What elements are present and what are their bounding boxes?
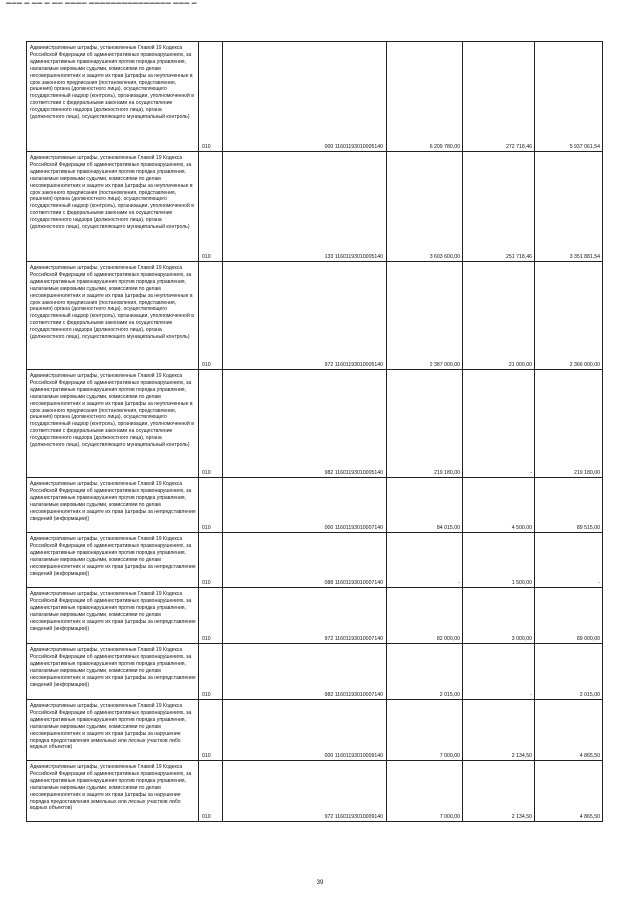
row-line-code: 010 (199, 644, 223, 700)
table-row (27, 152, 603, 262)
row-name: Административные штрафы, установленные Главой 19 Кодекса Российской Федерации об административных правонарушениях, за административные правонарушения против порядка управления, налагаемые мировыми судьями, комиссиями по делам несовершеннолетних и защите их прав (штрафы за непредставление сведений (информации)) (27, 533, 199, 588)
row-line-code: 010 (199, 533, 223, 588)
row-approved-value: 82 000,00 (387, 588, 463, 644)
row-executed-value: 272 718,46 (463, 42, 535, 152)
row-name: Административные штрафы, установленные Главой 19 Кодекса Российской Федерации об административных правонарушениях, за административные правонарушения против порядка управления, налагаемые мировыми судьями, комиссиями по делам несовершеннолетних и защите их прав (штрафы за нарушение порядка предоставления земельных или лесных участков либо водных объектов) (27, 761, 199, 822)
row-approved-value: 7 000,00 (387, 700, 463, 761)
row-remaining-value: - (535, 533, 603, 588)
table-row (27, 478, 603, 533)
row-budget-code: 982 11601193010007140 (223, 644, 387, 700)
row-executed-value: 4 500,00 (463, 478, 535, 533)
row-executed-value: 1 500,00 (463, 533, 535, 588)
row-executed-value: 2 134,50 (463, 700, 535, 761)
row-line-code: 010 (199, 478, 223, 533)
table-row (27, 533, 603, 588)
row-remaining-value: 2 015,00 (535, 644, 603, 700)
row-line-code: 010 (199, 152, 223, 262)
table-row (27, 370, 603, 478)
table-row (27, 588, 603, 644)
row-remaining-value: 89 000,00 (535, 588, 603, 644)
row-name: Административные штрафы, установленные Главой 19 Кодекса Российской Федерации об административных правонарушениях, за административные правонарушения против порядка управления, налагаемые мировыми судьями, комиссиями по делам несовершеннолетних и защите их прав (штрафы за неуплаченные в срок законного предписания (постановления, представления, решения) органа (должностного лица), осуществляющего государственный надзор (контроль), организации, уполномоченной в соответствии с федеральными законами на осуществление государственного надзора (должностного лица), органа (должностного лица), осуществляющего муниципальный контроль) (27, 152, 199, 262)
row-line-code: 010 (199, 700, 223, 761)
row-approved-value: - (387, 533, 463, 588)
revenue-table (26, 41, 603, 822)
row-remaining-value: 4 865,50 (535, 761, 603, 822)
row-approved-value: 3 603 600,00 (387, 152, 463, 262)
row-line-code: 010 (199, 588, 223, 644)
row-remaining-value: 5 937 061,54 (535, 42, 603, 152)
table-row (27, 761, 603, 822)
row-line-code: 010 (199, 761, 223, 822)
row-executed-value: - (463, 370, 535, 478)
row-name: Административные штрафы, установленные Главой 19 Кодекса Российской Федерации об административных правонарушениях, за административные правонарушения против порядка управления, налагаемые мировыми судьями, комиссиями по делам несовершеннолетних и защите их прав (штрафы за непредставление сведений (информации)) (27, 644, 199, 700)
row-approved-value: 2 387 000,00 (387, 262, 463, 370)
row-budget-code: 000 11601193010005140 (223, 42, 387, 152)
row-budget-code: 000 11601193010009140 (223, 700, 387, 761)
row-executed-value: 21 000,00 (463, 262, 535, 370)
row-executed-value: - (463, 644, 535, 700)
row-budget-code: 972 11601193010009140 (223, 761, 387, 822)
row-budget-code: 972 11601193010007140 (223, 588, 387, 644)
row-budget-code: 000 11601193010007140 (223, 478, 387, 533)
row-executed-value: 251 718,46 (463, 152, 535, 262)
table-row (27, 644, 603, 700)
row-executed-value: 2 134,50 (463, 761, 535, 822)
row-approved-value: 84 015,00 (387, 478, 463, 533)
row-name: Административные штрафы, установленные Главой 19 Кодекса Российской Федерации об административных правонарушениях, за административные правонарушения против порядка управления, налагаемые мировыми судьями, комиссиями по делам несовершеннолетних и защите их прав (штрафы за неуплаченные в срок законного предписания (постановления, представления, решения) органа (должностного лица), осуществляющего государственный надзор (контроль), организации, уполномоченной в соответствии с федеральными законами на осуществление государственного надзора (должностного лица), органа (должностного лица), осуществляющего муниципальный контроль) (27, 262, 199, 370)
table-row (27, 700, 603, 761)
row-name: Административные штрафы, установленные Главой 19 Кодекса Российской Федерации об административных правонарушениях, за административные правонарушения против порядка управления, налагаемые мировыми судьями, комиссиями по делам несовершеннолетних и защите их прав (штрафы за неуплаченные в срок законного предписания (постановления, представления, решения) органа (должностного лица), осуществляющего государственный надзор (контроль), организации, уполномоченной в соответствии с федеральными законами на осуществление государственного надзора (должностного лица), органа (должностного лица), осуществляющего муниципальный контроль) (27, 42, 199, 152)
row-line-code: 010 (199, 42, 223, 152)
row-remaining-value: 2 366 000,00 (535, 262, 603, 370)
row-executed-value: 3 000,00 (463, 588, 535, 644)
row-budget-code: 982 11601193010005140 (223, 370, 387, 478)
row-name: Административные штрафы, установленные Главой 19 Кодекса Российской Федерации об административных правонарушениях, за административные правонарушения против порядка управления, налагаемые мировыми судьями, комиссиями по делам несовершеннолетних и защите их прав (штрафы за нарушение порядка предоставления земельных или лесных участков либо водных объектов) (27, 700, 199, 761)
row-approved-value: 7 000,00 (387, 761, 463, 822)
row-remaining-value: 3 351 881,54 (535, 152, 603, 262)
row-remaining-value: 89 515,00 (535, 478, 603, 533)
row-approved-value: 6 209 780,00 (387, 42, 463, 152)
row-budget-code: 133 11601193010005140 (223, 152, 387, 262)
row-budget-code: 972 11601193010005140 (223, 262, 387, 370)
row-approved-value: 2 015,00 (387, 644, 463, 700)
row-remaining-value: 4 865,50 (535, 700, 603, 761)
header-fragment: ▬▬▬ ▬ ▬▬ ▬ ▬▬ ▬▬▬▬ ▬▬▬▬▬▬▬▬▬▬▬▬▬▬▬ ▬▬▬ ▬ (6, 0, 198, 6)
table-row (27, 262, 603, 370)
row-name: Административные штрафы, установленные Главой 19 Кодекса Российской Федерации об административных правонарушениях, за административные правонарушения против порядка управления, налагаемые мировыми судьями, комиссиями по делам несовершеннолетних и защите их прав (штрафы за неуплаченные в срок законного предписания (постановления, представления, решения) органа (должностного лица), осуществляющего государственный надзор (контроль), организации, уполномоченной в соответствии с федеральными законами на осуществление государственного надзора (должностного лица), органа (должностного лица), осуществляющего муниципальный контроль) (27, 370, 199, 478)
row-approved-value: 219 180,00 (387, 370, 463, 478)
table-row (27, 42, 603, 152)
row-line-code: 010 (199, 262, 223, 370)
row-name: Административные штрафы, установленные Главой 19 Кодекса Российской Федерации об административных правонарушениях, за административные правонарушения против порядка управления, налагаемые мировыми судьями, комиссиями по делам несовершеннолетних и защите их прав (штрафы за непредставление сведений (информации)) (27, 478, 199, 533)
row-remaining-value: 219 180,00 (535, 370, 603, 478)
row-line-code: 010 (199, 370, 223, 478)
row-budget-code: 088 11601193010007140 (223, 533, 387, 588)
row-name: Административные штрафы, установленные Главой 19 Кодекса Российской Федерации об административных правонарушениях, за административные правонарушения против порядка управления, налагаемые мировыми судьями, комиссиями по делам несовершеннолетних и защите их прав (штрафы за непредставление сведений (информации)) (27, 588, 199, 644)
page-number: 39 (316, 880, 324, 886)
